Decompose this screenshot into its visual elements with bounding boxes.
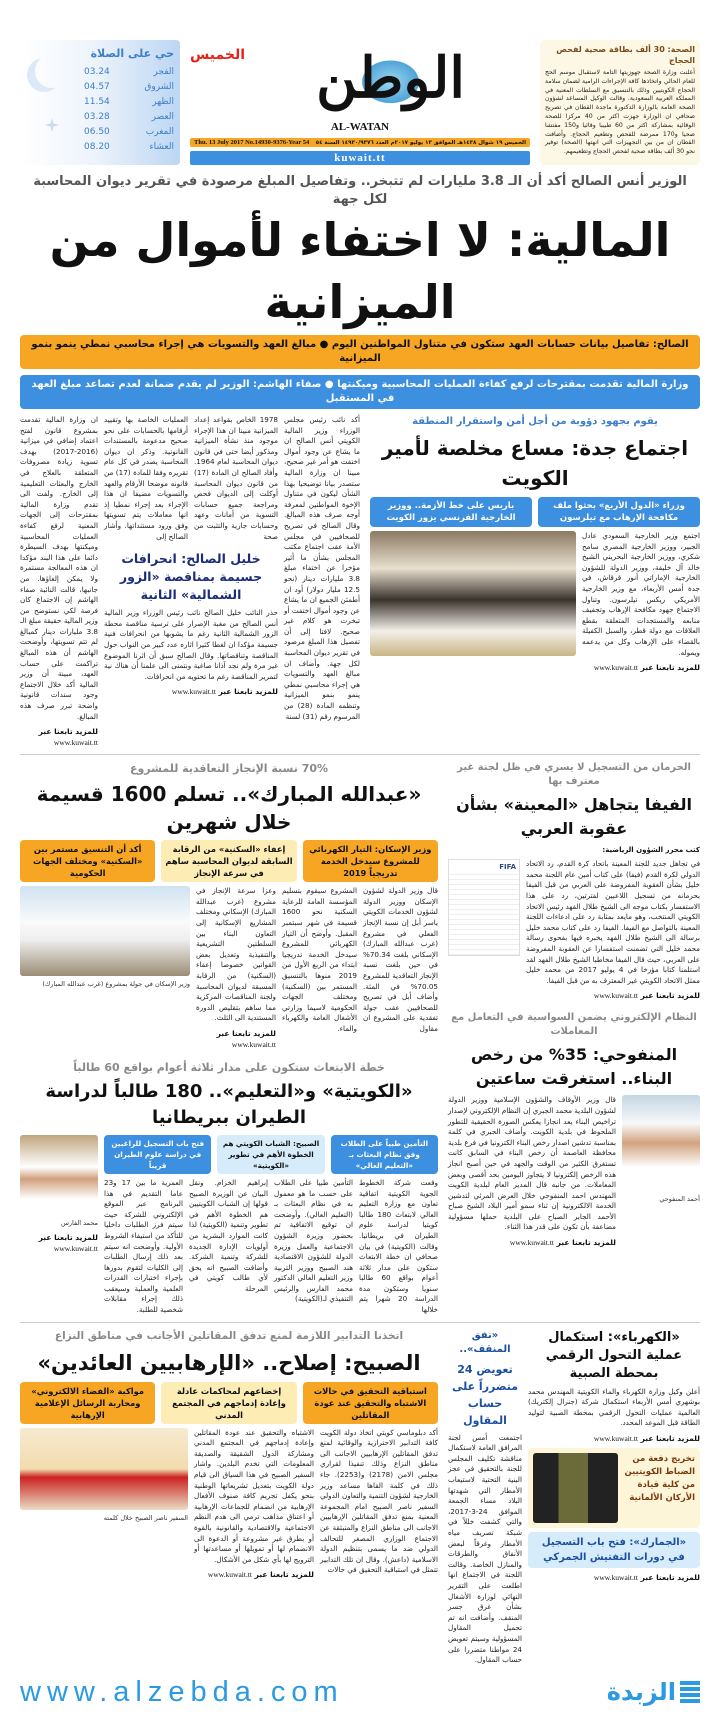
electricity-headline: «الكهرباء»: استكمال عملية التحول الرقمي بمحطة الصبية [545, 1329, 683, 1381]
logo-block [190, 40, 530, 165]
lead-columns [20, 415, 360, 748]
subaih-caption: السفير ناصر الصبيح خلال كلمته [103, 1513, 188, 1522]
graduation-photo [533, 1453, 618, 1523]
prayer-row: العصر 03.28 [84, 112, 174, 122]
aviation-col-3: إبراهيم الخزام. ونقل البيان عن الوزيرة الصبيح قولها إن الشباب الكويتيين هم الخطوة الأهم في تطوير وتنمية (الكويتية) لذا كانت الموارد البشرية من أولويات الإدارة الجديدة للشركة وتنمية الشركة. وأضافت الصبيح انه يحق لأي طالب كويتي في المرحلة [189, 1177, 268, 1293]
lead-col-4: ان وزارة المالية تقدمت بمشروع قانون لفتح اعتماد إضافي في ميزانية (2016-2017) بهدف تسوية زيادة مصروفات المتعلقة بالعلاج في الخارج والبعثات التعليمية إلى الخارج. ولفت الى تقدم وزارة المالية بمقترحات إلى الجهات المعنية لرفع كفاءة العمليات المحاسبية وميكنتها بهدف السيطرة دائما على هذا البند مؤكدا ان هذه المعالجة مستمرة ولا يمكن إلغاؤها. من جانبها، قالت النائبة صفاء الهاشم إن الاجتماع كان فرصة لكي نستوضح من وزير المالية حقيقة مبلغ الـ 3.8 مليارات دينار كمبالغ لم تتم تسويتها، وأوضحت الهاشم أن هذه المبالغ تراكمت على حساب العهد، مبينة أن وزير المالية أكد خلال الاجتماع وجود سندات قانونية واضحة تبرر صرف هذه المبالغ. [20, 415, 98, 721]
lead-col-1: أكد نائب رئيس مجلس الوزراء وزير المالية الكويتي أنس الصالح ان ما يشاع عن وجود أموال اختفت هو أمر غير صحيح، مبينا ان وزارة المالية ستصدر بيانا توضيحيا بهذا الشأن ليكون في متناول الإخوة المواطنين لمعرفة أوجه صرف هذه المبالغ. وقال الصالح في تصريح للصحافيين في مجلس الأمة عقب اجتماع مكتب المجلس بشأن ما أثير مؤخرا عن اختفاء مبلغ 3.8 مليارات دينار (نحو 12.5 مليار دولار) أود ان أطمئن الجميع ان ما يشاع عن وجود أموال اختفت أو تبخرت هو كلام غير صحيح. لافتا إلى أن تفصيل هذا المبلغ مرصود في تقرير ديوان المحاسبة لكل جهة. وأضاف ان مبالغ العهد والتسويات هي إجراء محاسبي نمطي ينمو بنمو الميزانية وتنظمه المادة (28) من المرسوم رقم (31) لسنة [284, 415, 360, 721]
jeddah-kicker: يقوم بجهود دؤوبة من أجل أمن واستقرار المنطقة [412, 416, 658, 427]
munawfi-photo [622, 1095, 700, 1191]
fifa-more[interactable]: للمزيد تابعنا عبر www.kuwait.tt [593, 991, 700, 1001]
jeddah-box-1: وزراء «الدول الأربع» بحثوا ملف مكافحة الإرهاب مع تيلرسون [538, 497, 700, 527]
fifa-headline: الفيفا يتجاهل «المعينة» بشأن عقوبة العربي [456, 795, 692, 839]
bottom-section [20, 1329, 700, 1666]
housing-box-2: إعفاء «السكنية» من الرقابة السابقة لديوان المحاسبة ساهم في سرعة الإنجاز [161, 840, 296, 882]
housing-col-2: المشروع سيقوم بتسليم المؤسسة العامة للرعاية السكنية نحو 1600 قسيمة في شهر سبتمبر المقبل. وأوضح أن التيار الكهربائي للمشروع سيدخل الخدمة تدريجيا ابتداء من الربع الأول من 2019 منوها بالتنسيق المستمر بين (السكنية) ومختلف الجهات الحكومية لاسيما وزارتي الأشغال العامة والكهرباء والماء. [282, 886, 357, 1033]
housing-kicker: 70% نسبة الإنجاز التعاقدية للمشروع [129, 762, 329, 776]
lead-bar-1: الصالح: تفاصيل بيانات حسابات العهد ستكون في متناول المواطنين اليوم ● مبالغ العهد والتسويات هي إجراء محاسبي نمطي ينمو بنمو الميزانية [20, 335, 700, 369]
graduation-headline: تخريج دفعة من الضباط الكويتيين من كلية قيادة الأركان الألمانية [624, 1454, 695, 1504]
logo[interactable] [190, 40, 530, 116]
aviation-box-3: فتح باب التسجيل للراغبين في دراسة علوم الطيران قريباً [104, 1135, 211, 1174]
nafaq-headline: تعويض 24 متضرراً على حساب المقاول [451, 1362, 519, 1427]
aviation-col-4: العمرية ما بين 17 و23 عاما التقديم في هذا البرنامج عبر الموقع الإلكتروني للشركة حيث سيتم فرز الطلبات داخليا للتأكد من استيفاء الشروط الأولية. وأوضحت انه سيتم بعد ذلك إرسال الطلبات إلى الكليات لتقوم بدورها بإجراء اختبارات القدرات العلمية والعملية وسيعقب ذلك إجراء مقابلات شخصية للطلبة. [104, 1177, 183, 1315]
customs-box: «الجمارك»: فتح باب التسجيل في دورات التفتيش الجمركي [528, 1532, 700, 1568]
health-box [540, 40, 700, 165]
housing-caption: وزير الإسكان في جولة بمشروع (غرب عبدالله المبارك) [42, 980, 190, 989]
lead-section [20, 415, 700, 748]
fifa-kicker: الحرمان من التسجيل لا يسري في ظل لجنة غير معترف بها [457, 762, 691, 788]
fifa-body: في تجاهل جديد للجنة المعينة باتحاد كرة القدم، رد الاتحاد الدولي لكرة القدم (فيفا) على كتاب أمين عام اللجنة محمد خليل بشأن العقوبة المفروضة على العربي من قبل الفيفا بحرمانه من تسجيل اللاعبين لفترتين، رد على هذا الاستفسار بكتاب موجه الى الشيخ طلال الفهد رئيس الاتحاد الكويتي المنتخب، وهو مايعد بمثابة رد على ادعاءات اللجنة المعينة بالتواصل مع الفيفا. الفيفا رد على كتاب محمد خليل برسالة الى الشيخ طلال الفهد يخبره فيها بفحوى رسالة محمد خليل التي تضمنت استفسارا عن العقوبة المفروضة على العربي، حيث قال الفيفا مخاطبا الشيخ طلال الفهد لقد استلمنا كتابا مؤرخا في 4 يوليو 2017 من محمد خليل ممثل الاتحاد الكويتي غير المعترف به من قبل الفيفا. [526, 859, 700, 985]
middle-section [20, 761, 700, 1315]
munawfi-body: قال وزير الأوقاف والشؤون الإسلامية ووزير الدولة لشؤون البلدية محمد الجبري إن النظام الإلكتروني لإصدار تراخيص البناء يعد انجازا يعكس الصورة الحقيقية للتطور الملحوظ في بلدية الكويت. وأضاف الجبري في كلمة بمناسبة تدشين اصدار رخص البناء الكترونيا في فرع بلدية محافظة العاصمة أن رخص البناء في السابق كانت تستغرق الكثير من الوقت والجهد في حين أصبح انجاز هذه الرخص إلكترونيا لا يتجاوز اليومين بحد أقصى وبعض المعاملات. من جانبه قال المدير العام لبلدية الكويت المهندس احمد المنفوحي خلال العرض المرئي لتدشين الخدمة الالكترونية إن ثناء سمو أمير البلاد الشيخ صباح الأحمد الجابر الصباح على البلدية حملها مسؤولية مضاعفة بأن تكون على قدر هذا الثناء. [448, 1095, 616, 1232]
subaih-more[interactable]: للمزيد تابعنا عبر www.kuwait.tt [207, 1570, 314, 1580]
subaih-box-1: استباقية التحقيق في حالات الاشتباه والتحقيق عند عودة المقاتلين [303, 1382, 438, 1424]
jeddah-more[interactable]: للمزيد تابعنا عبر www.kuwait.tt [593, 663, 700, 673]
aviation-photo [20, 1135, 98, 1215]
jeddah-box-2: باريس على خط الأزمة.. ووزير الخارجية الفرنسي يزور الكويت [370, 497, 532, 527]
khalil-body: حذر النائب خليل الصالح نائب رئيس الوزراء وزير المالية أنس الصالح من مغبة الإصرار على ترسية مناقصة محطة الزور الشمالية الثانية رغم ما يشوبها من انحرافات فنية جسيمة مؤكدا ان لغطا كثيرا اثاره عدد كبير من النواب حول المناقصة وتناقضاتها. وقال الصالح سبق أن اثرنا الموضوع غير مرة ولم نجد آذانا صاغية ونتمنى الى علمنا أن هناك نية لتمرير المناقصة رغم ما تحتويه من انحرافات. [104, 608, 278, 681]
munawfi-headline: المنفوحي: 35% من رخص البناء.. استغرقت ساعتين [470, 1045, 678, 1089]
date-en: Thu. 13 July 2017 No.14930-9376-Year 54 [194, 139, 310, 146]
site-link[interactable]: kuwait.tt [190, 151, 530, 165]
fifa-letter-image [448, 859, 520, 956]
aviation-box-2: الصبيح: الشباب الكويتي هم الخطوة الأهم في تطوير «الكويتية» [217, 1135, 324, 1174]
housing-col-3: وعزا سرعة الإنجاز في مشروع (غرب عبدالله المبارك) الإسكاني ومختلف المشاريع الإسكانية إلى التعاون البناء بين السلطتين التشريعية والتنفيذية وتعديل بعض القوانين خصوصا إعفاء (السكنية) من الرقابة المسبقة لديوان المحاسبة ولجنة المناقصات المركزية مما ساهم بتقليص الدورة المستندية الى الثلث. [196, 886, 276, 1023]
nafaq-kicker: «نفق المنقف».. [459, 1329, 511, 1355]
aviation-headline: «الكويتية» و«التعليم».. 180 طالباً لدراسة الطيران ببريطانيا [45, 1080, 413, 1128]
lead-more[interactable]: للمزيد تابعنا عبر www.kuwait.tt [38, 727, 98, 748]
housing-box-1: وزير الإسكان: التيار الكهربائي للمشروع سيدخل الخدمة تدريجياً 2019 [303, 840, 438, 882]
aviation-col-1: وقعت شركة الخطوط الجوية الكويتية اتفاقية تعاون مع وزارة التعليم العالي لابتعاث 180 طالبا كويتيا لدراسة علوم الطيران في بريطانيا. وقالت (الكويتية) في بيان صحافي ان خطة الابتعاث ستكون على مدار ثلاثة أعوام بواقع 60 طالبا سنويا وستكون مدة الدراسة 20 شهرا يتم خلالها [359, 1177, 438, 1315]
subaih-box-3: مواكبة «الفضاء الالكتروني» ومحاربة الرسائل الإعلامية الإرهابية [20, 1382, 155, 1424]
date-ar: الخميس ١٩ شوال ١٤٣٨هـ الموافق ١٣ يوليو ٢٠١٧م العدد ١٤٩٣٠/٩٣٧٦ السنة ٥٤ [315, 139, 526, 146]
jeddah-headline: اجتماع جدة: مساع مخلصة لأمير الكويت [381, 436, 689, 490]
fifa-byline: كتب محرر الشؤون الرياضية: [602, 846, 700, 855]
jeddah-photo [370, 531, 576, 656]
lead-url[interactable]: www.kuwait.tt [53, 738, 98, 748]
footer-brand-logo [607, 1676, 700, 1708]
globe-icon [251, 40, 530, 116]
prayer-row: العشاء 08.20 [84, 142, 174, 152]
lead-col-2: 1978 الخاص بقواعد إعداد الميزانية مبينا ان هذا الإجراء موجود منذ نشأة الميزانية ومذكور أيضا حتى في قانون ديوان المحاسبة لعام 1964. وأفاد الصالح ان المادة (17) من قانون ديوان المحاسبة أوكلت إلى الديوان فحص ومراجعة جميع حسابات التسوية من أمانات وعهد وحسابات جارية والتثبت من صحة [194, 415, 278, 541]
electricity-more[interactable]: للمزيد تابعنا عبر www.kuwait.tt [593, 1434, 700, 1444]
jeddah-body: اجتمع وزير الخارجية السعودي عادل الجبير، ووزير الخارجية المصري سامح شكري، ووزير الخارجية البحريني الشيخ خالد آل خليفة، ووزير الدولة للشؤون الخارجية الإماراتي أنور قرقاش، في جدة أمس الأربعاء، مع وزير الخارجية الأمريكي ريكس تيلرسون. وتناول الاجتماع جهود مكافحة الإرهاب وتجفيف منابعه والمستجدات المتعلقة بقطع العلاقات مع دولة قطر، والسبل الكفيلة بالقضاء على الإرهاب وكل من يدعمه ويموله. [582, 531, 700, 657]
electricity-body: أعلن وكيل وزارة الكهرباء والماء الكويتية المهندس محمد بوشهري أمس الأربعاء استكمال شركة (جنرال إلكتريك) العالمية عمليات التحول الرقمي بمحطة الصبية لتوليد الطاقة قبل الموعد المحدد. [528, 1386, 700, 1428]
prayer-row: المغرب 06.50 [84, 127, 174, 137]
prayer-row: الشروق 04.57 [84, 82, 174, 92]
health-body: أعلنت وزارة الصحة جهوزيتها التامة لاستقبال موسم الحج للعام الحالي واتخاذها كافة الإجراءات الرامية لضمان سلامة الحجاج الكويتيين وذلك بالتنسيق مع السلطات المعنية في المملكة العربية السعودية. وقالت الوكيل المساعد لشؤون الصحة العامة بالوزارة الدكتورة ماجدة القطان في تصريح صحافي ان الوزارة جهزت اكثر من 40 مركزا للصحة الوقائية بمشاركة اكثر من 60 طبيبا وقائيا و150 مفتشا صحيا و170 ممرضة للفحص وتطعيم الحجاج. وأضافت القطان ان من بين التجهيزات التي انهتها (الصحة) توفير نحو 30 ألف بطاقة صحية لفحص الحجاج وتطعيمهم. [545, 69, 696, 156]
graduation-box [528, 1448, 700, 1528]
housing-col-1: قال وزير الدولة لشؤون الإسكان ووزير الدولة لشؤون الخدمات الكويتي ياسر أبل إن نسبة الإنجاز الفعلي في مشروع (غرب عبدالله المبارك) الإسكاني بلغت 70.34% في حين بلغت نسبة الإنجاز التعاقدية للمشروع 70.05% في المئة. وأضاف أبل في تصريح للصحافيين عقب جولة تفقدية على المشروع ان مقاول [363, 886, 438, 1033]
lead-headline: المالية: لا اختفاء لأموال من الميزانية [49, 213, 671, 329]
divider [20, 1322, 700, 1323]
divider [20, 754, 700, 755]
lead-kicker: الوزير أنس الصالح أكد أن الـ 3.8 مليارات لم تتبخر.. وتفاصيل المبلغ مرصودة في تقرير ديوان المحاسبة لكل جهة [33, 174, 687, 207]
subaih-kicker: اتخذنا التدابير اللازمة لمنع تدفق المقاتلين الأجانب في مناطق النزاع [54, 1329, 404, 1342]
subaih-col-2: الاشتباه والتحقيق عند عودة المقاتلين وإعادة إدماجهم في المجتمع المدني ومشاركة الدول الشقيقة والصديقة المعلومات التي تخدم البلدين. واشار السفير الصبيح في هذا السياق الى قيام دولة الكويت بتعديل تشريعاتها الوطنية بنحو يكفل تجريم كافة صنوف الأفعال الإرهابية من انضمام للجماعات الإرهابية أو اعتناق مذاهب ترمي الى هدم النظم الاجتماعية والاقتصادية والقانونية بالقوة أو بطرق غير مشروعة أو الدعوة الى الانضمام لها أو تمويلها أو مساعدتها أو الترويج لها بأي شكل من الأشكال. [194, 1427, 314, 1564]
stars-icon [45, 118, 59, 132]
prayer-row: الفجر 03.24 [84, 67, 174, 77]
aviation-caption: محمد الفارس [60, 1218, 98, 1227]
aviation-col-2: التأمين طبيا على الطلاب على حسب ما هو معمول به في نظام البعثات بـ (التعليم العالي). وأوضحت ان توقيع الاتفاقية تم بحضور وزيرة الشؤون الاجتماعية والعمل وزيرة الدولة للشؤون الاقتصادية هند الصبيح ووزير التربية وزير التعليم العالي الدكتور محمد الفارس والرئيس التنفيذي لـ(الكويتية) [274, 1177, 353, 1304]
subaih-headline: الصبيح: إصلاح.. «الإرهابيين العائدين» [37, 1350, 421, 1375]
customs-more[interactable]: للمزيد تابعنا عبر www.kuwait.tt [593, 1573, 700, 1583]
housing-photo [20, 886, 190, 976]
munawfi-kicker: النظام الإلكتروني يضمن السواسية في التعامل مع المعاملات [451, 1012, 697, 1038]
menu-lines-icon [680, 1681, 700, 1703]
logo-en: AL-WATAN [330, 121, 390, 133]
housing-headline: «عبدالله المبارك».. تسلم 1600 قسيمة خلال شهرين [36, 782, 422, 835]
prayer-row: الظهر 11.54 [84, 97, 174, 107]
housing-more[interactable]: للمزيد تابعنا عبر www.kuwait.tt [216, 1028, 276, 1049]
lead-col-3: العمليات الخاصة بها وتقييد أرقامها بالحسابات على نحو صحيح مدعومة بالمستندات القانونية. وذكر ان ديوان المحاسبة يصدر في كل عام تقريره وفقا للمادة (17) من قانونه موضحا الأرقام والعهد والتسويات مضيفا ان هذا الإجراء بعد إجراء نمطيا إذ انها معاملات يتم تسويتها وفق ورود مستنداتها. وأشار الصالح إلى [104, 415, 188, 541]
aviation-kicker: خطة الابتعاث ستكون على مدار ثلاثة أعوام بواقع 60 طالباً [73, 1060, 385, 1074]
prayer-title: حي على الصلاة [90, 47, 174, 60]
munawfi-more[interactable]: للمزيد تابعنا عبر www.kuwait.tt [509, 1238, 616, 1248]
masthead [20, 40, 700, 165]
footer-url[interactable]: www.alzebda.com [20, 1675, 344, 1708]
day-label: الخميس [190, 47, 246, 63]
housing-box-3: أكد أن التنسيق مستمر بين «السكنية» ومختلف الجهات الحكومية [20, 840, 155, 882]
nafaq-body: اجتمعت أمس لجنة المرافق العامة لاستكمال مناقشة تكليف المجلس للجنة بالتحقيق في عجز البنية التحتية لاستيعاب الأمطار التي شهدتها البلاد مساء الجمعة الموافق 24-3-2017، والتي كشفت خللاً في شبكة تصريف مياه الأمطار وغرقاً لبعض الأنفاق والطرقات والمنازل الخاصة. وقالت اللجنة في الاجتماع انها اطلعت على التقرير النهائي لوزارة الأشغال بشأن غرق جسر المنقف. وأضافت انه تم تحميل المقاول المسؤولية وسيتم تعويض 24 مواطنا متضررا على حساب المقاول. [448, 1432, 522, 1665]
date-bar [190, 138, 530, 147]
khalil-headline: خليل الصالح: انحرافات جسيمة بمناقصة «الزور الشمالية» الثانية [119, 551, 263, 603]
logo-text: الوطن [316, 45, 465, 111]
footer [20, 1674, 700, 1710]
khalil-more[interactable]: للمزيد تابعنا عبر www.kuwait.tt [171, 687, 278, 697]
subaih-photo [20, 1428, 188, 1510]
subaih-col-1: أكد دبلوماسي كويتي اتخاذ دولة الكويت كافة التدابير الاحترازية والوقائية لمنع تدفق المقاتلين الإرهابيين الاجانب الى مناطق النزاع وذلك تنفيذا لقراري مجلس الامن (2178) و(2253). جاء ذلك في كلمة القاها مساعد وزير الخارجية لشؤون التنمية والتعاون الدولي السفير ناصر الصبيح امام المجموعة المعنية بمنع تدفق المقاتلين الإرهابيين الاجانب الى مناطق النزاع والمنبثقة عن الاجتماع الوزاري المصغر للتحالف الدولي ضد ما يسمى بتنظيم الدولة الاسلامية (داعش). وقال ان تلك التدابير تتمثل في استباقية التحقيق في حالات [320, 1427, 438, 1575]
aviation-box-1: التأمين طبياً على الطلاب وفق نظام البعثات بـ «التعليم العالي» [331, 1135, 438, 1174]
lead-bar-2: وزارة المالية تقدمت بمقترحات لرفع كفاءة العمليات المحاسبية وميكنتها ● صفاء الهاشم: الوزير لم يقدم ضمانة لعدم تصاعد مبلغ العهد في المستقبل [20, 375, 700, 409]
fifa-logo: FIFA [449, 860, 519, 874]
crescent-moon-icon [35, 54, 69, 88]
health-title: الصحة: 30 ألف بطاقة صحية لفحص الحجاج [556, 45, 695, 65]
munawfi-caption: أحمد المنفوحي [659, 1195, 700, 1204]
footer-brand: الزبدة [606, 1677, 676, 1706]
aviation-more[interactable]: للمزيد تابعنا عبر www.kuwait.tt [38, 1232, 98, 1253]
jeddah-story [370, 415, 700, 673]
prayer-times-box [20, 40, 180, 165]
subaih-box-2: إخضاعهم لمحاكمات عادلة وإعادة إدماجهم في المجتمع المدني [161, 1382, 296, 1424]
